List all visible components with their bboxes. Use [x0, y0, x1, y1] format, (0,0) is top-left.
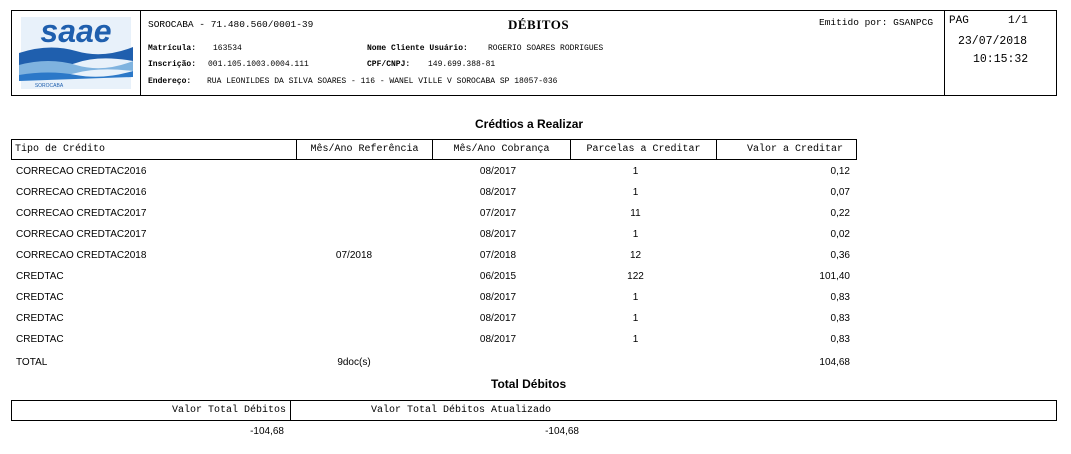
col-valor-total-atualizado: Valor Total Débitos Atualizado — [371, 405, 552, 416]
mes-cobranca: 08/2017 — [479, 334, 517, 345]
parcelas: 1 — [632, 229, 639, 240]
mes-referencia — [287, 308, 421, 329]
table-row — [11, 308, 857, 329]
company-line: SOROCABA - 71.480.560/0001-39 — [148, 19, 314, 30]
creditos-title: Crédtios a Realizar — [475, 117, 584, 131]
doc-title: DÉBITOS — [508, 17, 570, 32]
table-row — [11, 224, 857, 245]
debitos-values-row — [11, 421, 857, 442]
logo-cell — [12, 11, 141, 95]
valor: 0,02 — [830, 229, 850, 240]
mes-referencia: 07/2018 — [335, 250, 373, 261]
mes-referencia — [287, 203, 421, 224]
valor: 0,83 — [830, 313, 850, 324]
valor-total-debitos: -104,68 — [250, 426, 284, 437]
col-valor: Valor a Creditar — [747, 144, 844, 155]
valor: 0,83 — [830, 292, 850, 303]
col-valor-total-debitos: Valor Total Débitos — [12, 401, 291, 420]
total-value: 104,68 — [819, 357, 850, 368]
tipo-credito: CREDTAC — [16, 313, 64, 324]
inscricao-value: 001.105.1003.0004.111 — [208, 60, 309, 69]
mes-cobranca: 06/2015 — [479, 271, 517, 282]
parcelas: 1 — [632, 313, 639, 324]
parcelas: 1 — [632, 292, 639, 303]
report-header — [11, 10, 1057, 96]
table-row — [11, 266, 857, 287]
debitos-title: Total Débitos — [491, 377, 567, 391]
matricula-label: Matrícula: — [148, 44, 197, 53]
valor: 0,12 — [830, 166, 850, 177]
col-mes-cobranca: Mês/Ano Cobrança — [433, 140, 571, 159]
cpf-value: 149.699.388-81 — [428, 60, 496, 69]
inscricao-label: Inscrição: — [148, 60, 197, 69]
valor: 0,83 — [830, 334, 850, 345]
debitos-table-header — [11, 400, 1057, 421]
logo-subtext: SOROCABA — [34, 83, 64, 89]
valor: 0,36 — [830, 250, 850, 261]
mes-cobranca: 07/2017 — [479, 208, 517, 219]
tipo-credito: CREDTAC — [16, 292, 64, 303]
saae-logo — [19, 15, 133, 91]
mes-referencia — [287, 287, 421, 308]
mes-cobranca: 08/2017 — [479, 229, 517, 240]
table-row — [11, 329, 857, 350]
mes-referencia — [287, 329, 421, 350]
report-time: 10:15:32 — [973, 53, 1029, 66]
col-tipo-credito: Tipo de Crédito — [12, 140, 297, 159]
table-row — [11, 161, 857, 182]
tipo-credito: CORRECAO CREDTAC2016 — [16, 187, 147, 198]
valor: 0,07 — [830, 187, 850, 198]
mes-referencia — [287, 182, 421, 203]
logo-wordmark: saae — [40, 15, 112, 49]
parcelas: 11 — [630, 208, 641, 219]
report-date: 23/07/2018 — [958, 35, 1028, 48]
mes-cobranca: 08/2017 — [479, 187, 517, 198]
parcelas: 1 — [632, 334, 639, 345]
tipo-credito: CORRECAO CREDTAC2016 — [16, 166, 147, 177]
col-parcelas: Parcelas a Creditar — [571, 140, 717, 159]
mes-referencia — [287, 266, 421, 287]
tipo-credito: CREDTAC — [16, 334, 64, 345]
parcelas: 1 — [632, 187, 639, 198]
tipo-credito: CORRECAO CREDTAC2018 — [16, 250, 147, 261]
pag-label: PAG — [949, 15, 969, 27]
mes-referencia — [287, 224, 421, 245]
nome-label: Nome Cliente Usuário: — [367, 44, 468, 53]
parcelas: 122 — [627, 271, 644, 282]
endereco-label: Endereço: — [148, 77, 192, 86]
total-row — [11, 352, 857, 373]
mes-referencia — [287, 161, 421, 182]
creditos-table-header — [11, 139, 857, 160]
valor: 101,40 — [819, 271, 850, 282]
col-mes-referencia: Mês/Ano Referência — [297, 140, 433, 159]
total-label: TOTAL — [16, 357, 48, 368]
tipo-credito: CORRECAO CREDTAC2017 — [16, 229, 147, 240]
mes-cobranca: 08/2017 — [479, 313, 517, 324]
pag-value: 1/1 — [1008, 15, 1028, 27]
valor: 0,22 — [830, 208, 850, 219]
matricula-value: 163534 — [213, 44, 242, 53]
nome-value: ROGERIO SOARES RODRIGUES — [488, 44, 604, 53]
emitido-por: Emitido por: GSANPCG — [819, 17, 934, 28]
cpf-label: CPF/CNPJ: — [367, 60, 411, 69]
table-row — [11, 182, 857, 203]
mes-cobranca: 08/2017 — [479, 166, 517, 177]
total-docs: 9doc(s) — [337, 357, 371, 368]
table-row — [11, 203, 857, 224]
parcelas: 1 — [632, 166, 639, 177]
mes-cobranca: 07/2018 — [479, 250, 517, 261]
page-info-cell — [944, 11, 1056, 95]
endereco-value: RUA LEONILDES DA SILVA SOARES - 116 - WANEL VILLE V SOROCABA SP 18057-036 — [207, 77, 558, 86]
valor-total-atualizado: -104,68 — [545, 426, 579, 437]
info-cell — [141, 11, 947, 95]
tipo-credito: CREDTAC — [16, 271, 64, 282]
tipo-credito: CORRECAO CREDTAC2017 — [16, 208, 147, 219]
parcelas: 12 — [629, 250, 642, 261]
mes-cobranca: 08/2017 — [479, 292, 517, 303]
table-row — [11, 287, 857, 308]
table-row — [11, 245, 857, 266]
